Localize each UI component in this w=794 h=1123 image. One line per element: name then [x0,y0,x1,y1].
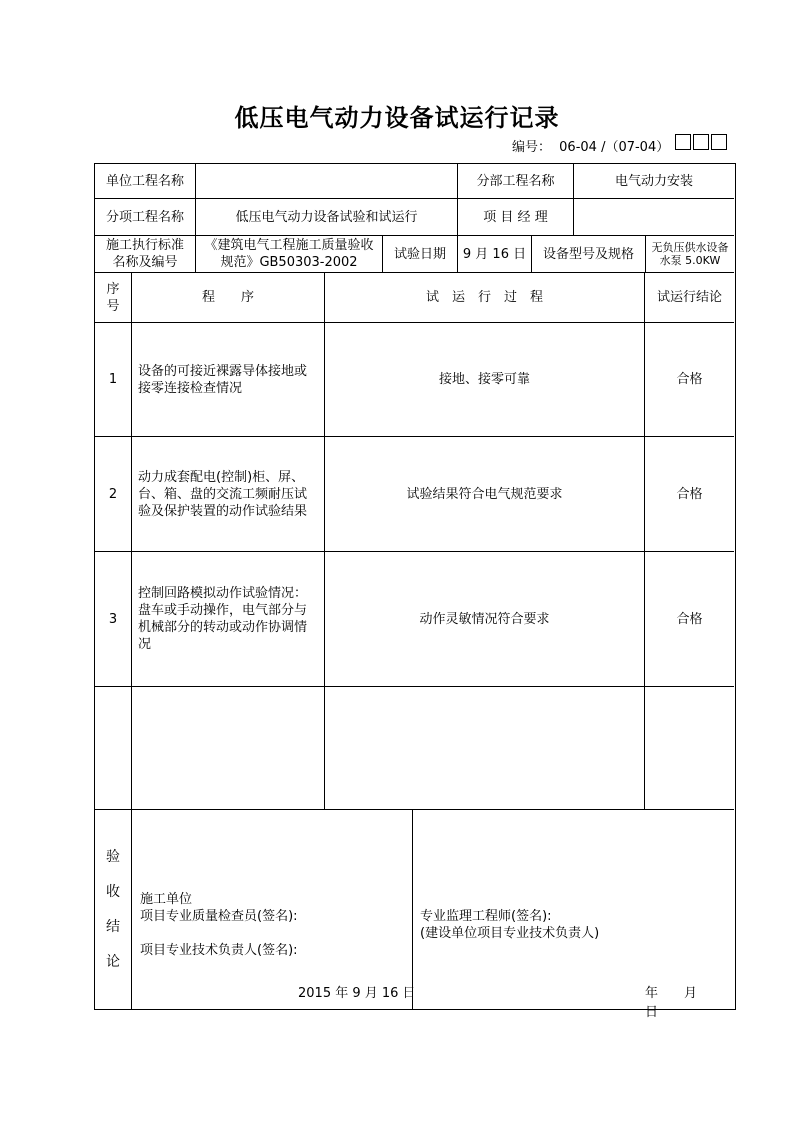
sub-project-value[interactable]: 电气动力安装 [574,164,734,199]
tech-lead-signature[interactable]: 项目专业技术负责人(签名): [140,943,298,958]
table-row-procedure: 控制回路模拟动作试验情况：盘车或手动操作，电气部分与机械部分的转动或动作协调情况 [132,552,325,687]
code-label: 编号： [512,140,552,155]
standard-value[interactable]: 《建筑电气工程施工质量验收规范》GB50303-2002 [196,236,383,273]
construction-unit-label: 施工单位 [140,892,193,907]
code-box[interactable] [693,134,709,150]
table-row-process[interactable]: 动作灵敏情况符合要求 [325,552,645,687]
test-date-value[interactable]: 9 月 16 日 [458,236,532,273]
model-label: 设备型号及规格 [532,236,646,273]
table-row-result[interactable]: 合格 [645,323,734,437]
model-value[interactable]: 无负压供水设备水泵 5.0KW [646,236,734,273]
supervisor-date[interactable]: 年 月 日 [645,986,724,1020]
table-row-result[interactable] [645,687,734,810]
col-procedure-header: 程 序 [132,273,325,323]
acceptance-char: 收 [106,883,120,900]
table-row-process[interactable] [325,687,645,810]
table-row-procedure[interactable] [132,687,325,810]
document-title: 低压电气动力设备试运行记录 [234,104,560,132]
pm-value[interactable] [574,199,734,236]
table-row-process[interactable]: 接地、接零可靠 [325,323,645,437]
table-row-no: 1 [95,323,132,437]
acceptance-char: 论 [106,953,120,970]
unit-project-label: 单位工程名称 [95,164,196,199]
item-project-value[interactable]: 低压电气动力设备试验和试运行 [196,199,458,236]
col-process-header: 试 运 行 过 程 [325,273,645,323]
code-value: 06-04 /（07-04） [559,140,670,155]
test-date-label: 试验日期 [383,236,458,273]
acceptance-char: 结 [106,918,120,935]
unit-project-value[interactable] [196,164,458,199]
table-row-procedure: 动力成套配电(控制)柜、屏、台、箱、盘的交流工频耐压试验及保护装置的动作试验结果 [132,437,325,552]
acceptance-char: 验 [106,848,120,865]
table-row-no [95,687,132,810]
table-row-result[interactable]: 合格 [645,552,734,687]
supervisor-signature[interactable]: 专业监理工程师(签名): [420,909,552,924]
standard-label: 施工执行标准名称及编号 [95,236,196,273]
sub-project-label: 分部工程名称 [458,164,574,199]
table-row-process[interactable]: 试验结果符合电气规范要求 [325,437,645,552]
acceptance-label [95,810,132,1009]
code-box[interactable] [675,134,691,150]
item-project-label: 分项工程名称 [95,199,196,236]
document-code [512,136,673,155]
code-boxes [675,134,727,150]
table-row-no: 3 [95,552,132,687]
table-row-procedure: 设备的可接近裸露导体接地或接零连接检查情况 [132,323,325,437]
pm-label: 项 目 经 理 [458,199,574,236]
qc-inspector-signature[interactable]: 项目专业质量检查员(签名): [140,909,298,924]
owner-tech-lead-label: (建设单位项目专业技术负责人) [420,926,600,941]
col-no-header: 序号 [95,273,132,323]
record-table [94,163,736,1020]
code-box[interactable] [711,134,727,150]
col-result-header: 试运行结论 [645,273,734,323]
construction-date[interactable]: 2015 年 9 月 16 日 [298,986,416,1001]
table-row-no: 2 [95,437,132,552]
table-row-result[interactable]: 合格 [645,437,734,552]
